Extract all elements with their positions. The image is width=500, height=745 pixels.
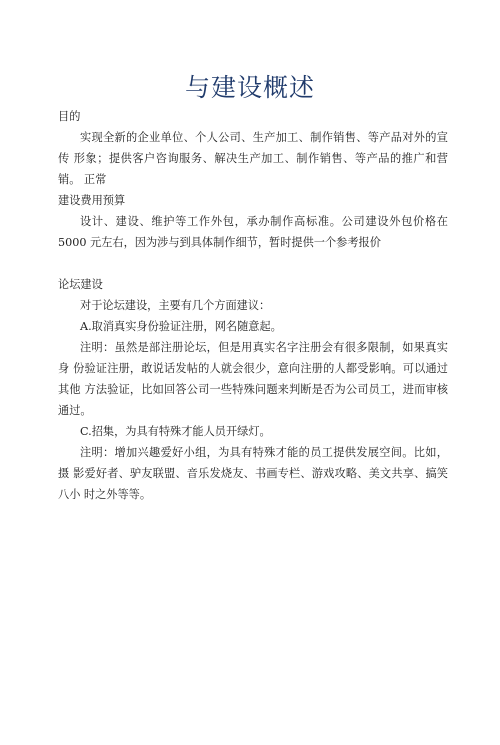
section-heading-forum: 论坛建设 (58, 278, 103, 291)
note-c: 注明：增加兴趣爱好小组，为具有特殊才能的员工提供发展空间。比如，摄 影爱好者、驴友联盟、音乐发烧友、书画专栏、游戏攻略、美文共享、搞笑八小 时之外等等。 (58, 446, 448, 501)
document-body (58, 106, 448, 505)
document-title: 与建设概述 (184, 73, 315, 102)
spacer (58, 253, 448, 274)
paragraph-purpose: 实现全新的企业单位、个人公司、生产加工、制作销售、等产品对外的宣传 形象；提供客户咨询服务、解决生产加工、制作销售、等产品的推广和营销。 正常 (58, 131, 448, 186)
section-heading-purpose: 目的 (58, 110, 81, 123)
section-heading-budget: 建设费用预算 (58, 194, 126, 207)
list-item-c: C.招集，为具有特殊才能人员开绿灯。 (80, 425, 271, 438)
paragraph-forum-intro: 对于论坛建设，主要有几个方面建议： (80, 299, 271, 312)
list-item-a: A.取消真实身份验证注册，网名随意起。 (80, 320, 282, 333)
note-a: 注明：虽然是部注册论坛，但是用真实名字注册会有很多限制，如果真实身 份验证注册，敢说话发帖的人就会很少，意向注册的人都受影响。可以通过其他 方法验证，比如回答公司一些特殊问题来判断是否为公司员工，进而审核通过。 (58, 341, 448, 417)
paragraph-budget: 设计、建设、维护等工作外包，承办制作高标准。公司建设外包价格在 5000 元左右，因为涉与到具体制作细节，暂时提供一个参考报价 (58, 215, 448, 249)
